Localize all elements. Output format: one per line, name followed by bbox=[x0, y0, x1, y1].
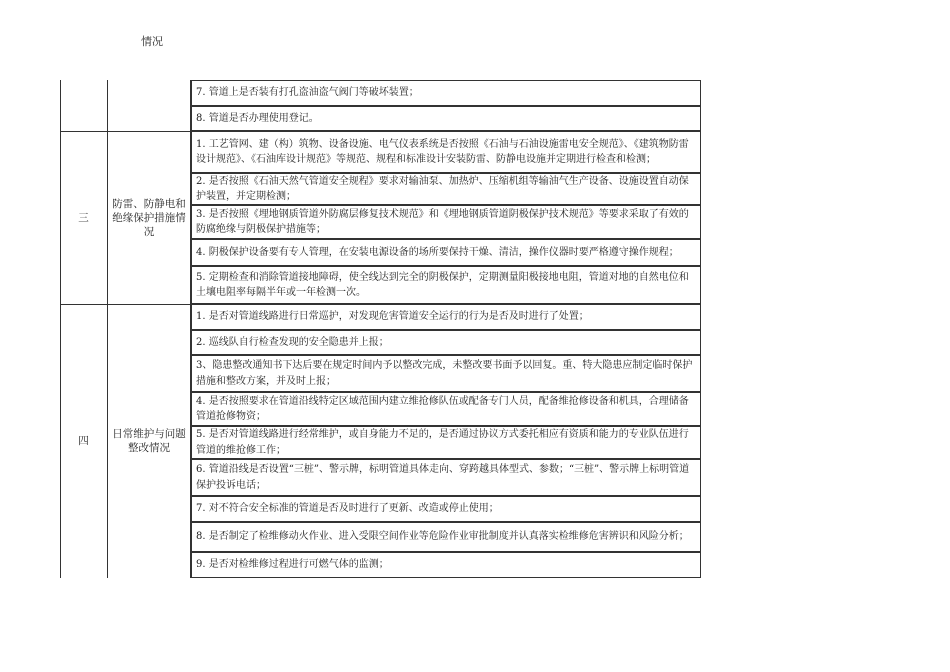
item-text: 6. 管道沿线是否设置“三桩”、警示牌，标明管道具体走向、穿跨越具体型式、参数；“三桩”、警示牌上标明管道保护投诉电话； bbox=[196, 464, 690, 491]
item-box bbox=[191, 522, 701, 552]
item-text: 9. 是否对检维修过程进行可燃气体的监测； bbox=[196, 559, 389, 571]
item-box bbox=[191, 552, 701, 578]
item-text: 3. 是否按照《埋地钢质管道外防腐层修复技术规范》和《埋地钢质管道阴极保护技术规范》等要求采取了有效的防腐绝缘与阴极保护措施等； bbox=[196, 208, 689, 235]
item-text: 1. 是否对管道线路进行日常巡护，对发现危害管道安全运行的行为是否及时进行了处置； bbox=[196, 311, 589, 323]
item-box bbox=[191, 239, 701, 266]
section-category-3: 防雷、防静电和绝缘保护措施情况 bbox=[112, 197, 186, 238]
item-text: 8. 是否制定了检维修动火作业、进入受限空间作业等危险作业审批制度并认真落实检维修危害辨识和风险分析； bbox=[196, 531, 689, 543]
item-text: 7. 对不符合安全标准的管道是否及时进行了更新、改造或停止使用； bbox=[196, 503, 499, 515]
table-col-divider-1 bbox=[107, 80, 108, 578]
item-box bbox=[191, 426, 701, 459]
item-text: 8. 管道是否办理使用登记。 bbox=[196, 112, 319, 124]
item-box bbox=[191, 266, 701, 304]
item-text: 7. 管道上是否装有打孔盗油盗气阀门等破坏装置； bbox=[196, 87, 419, 99]
item-text: 1. 工艺管网、建（构）筑物、设备设施、电气仪表系统是否按照《石油与石油设施雷电安全规范》、《建筑物防雷设计规范》、《石油库设计规范》等规范、规程和标准设计安装防雷、防静电设施并定期进行检查和检测； bbox=[196, 138, 689, 165]
item-box bbox=[191, 173, 701, 205]
item-text: 4. 阴极保护设备要有专人管理，在安装电源设备的场所要保持干燥、清洁，操作仪器时要严格遵守操作规程； bbox=[196, 246, 679, 258]
item-text: 4. 是否按照要求在管道沿线特定区域范围内建立维抢修队伍或配备专门人员，配备维抢修设备和机具，合理储备管道抢修物资； bbox=[196, 395, 689, 422]
item-text: 5. 定期检查和消除管道接地障碍，使全线达到完全的阴极保护，定期测量阳极接地电阻，管道对地的自然电位和土壤电阻率每隔半年或一年检测一次。 bbox=[196, 271, 689, 298]
item-text: 2. 巡线队自行检查发现的安全隐患并上报； bbox=[196, 336, 389, 348]
item-text: 2. 是否按照《石油天然气管道安全规程》要求对输油泵、加热炉、压缩机组等输油气生产设备、设施设置自动保护装置，并定期检测； bbox=[196, 175, 689, 202]
item-box bbox=[191, 304, 701, 330]
section-category-4: 日常维护与问题整改情况 bbox=[112, 428, 186, 454]
item-box bbox=[191, 106, 701, 131]
item-text: 5. 是否对管道线路进行经常维护，或自身能力不足的，是否通过协议方式委托相应有资质和能力的专业队伍进行管道的维抢修工作； bbox=[196, 429, 689, 456]
item-box bbox=[191, 392, 701, 426]
item-box bbox=[191, 459, 701, 496]
item-box bbox=[191, 496, 701, 522]
item-box bbox=[191, 131, 701, 173]
item-box bbox=[191, 355, 701, 392]
section-number-4: 四 bbox=[78, 435, 89, 447]
section-number-3: 三 bbox=[78, 211, 89, 224]
item-text: 3、隐患整改通知书下达后要在规定时间内予以整改完成，未整改要书面予以回复。重、特大隐患应制定临时保护措施和整改方案，并及时上报； bbox=[196, 360, 693, 387]
carry-over-text: 情况 bbox=[141, 35, 163, 48]
item-box bbox=[191, 330, 701, 355]
item-box bbox=[191, 205, 701, 239]
item-box bbox=[191, 80, 701, 106]
